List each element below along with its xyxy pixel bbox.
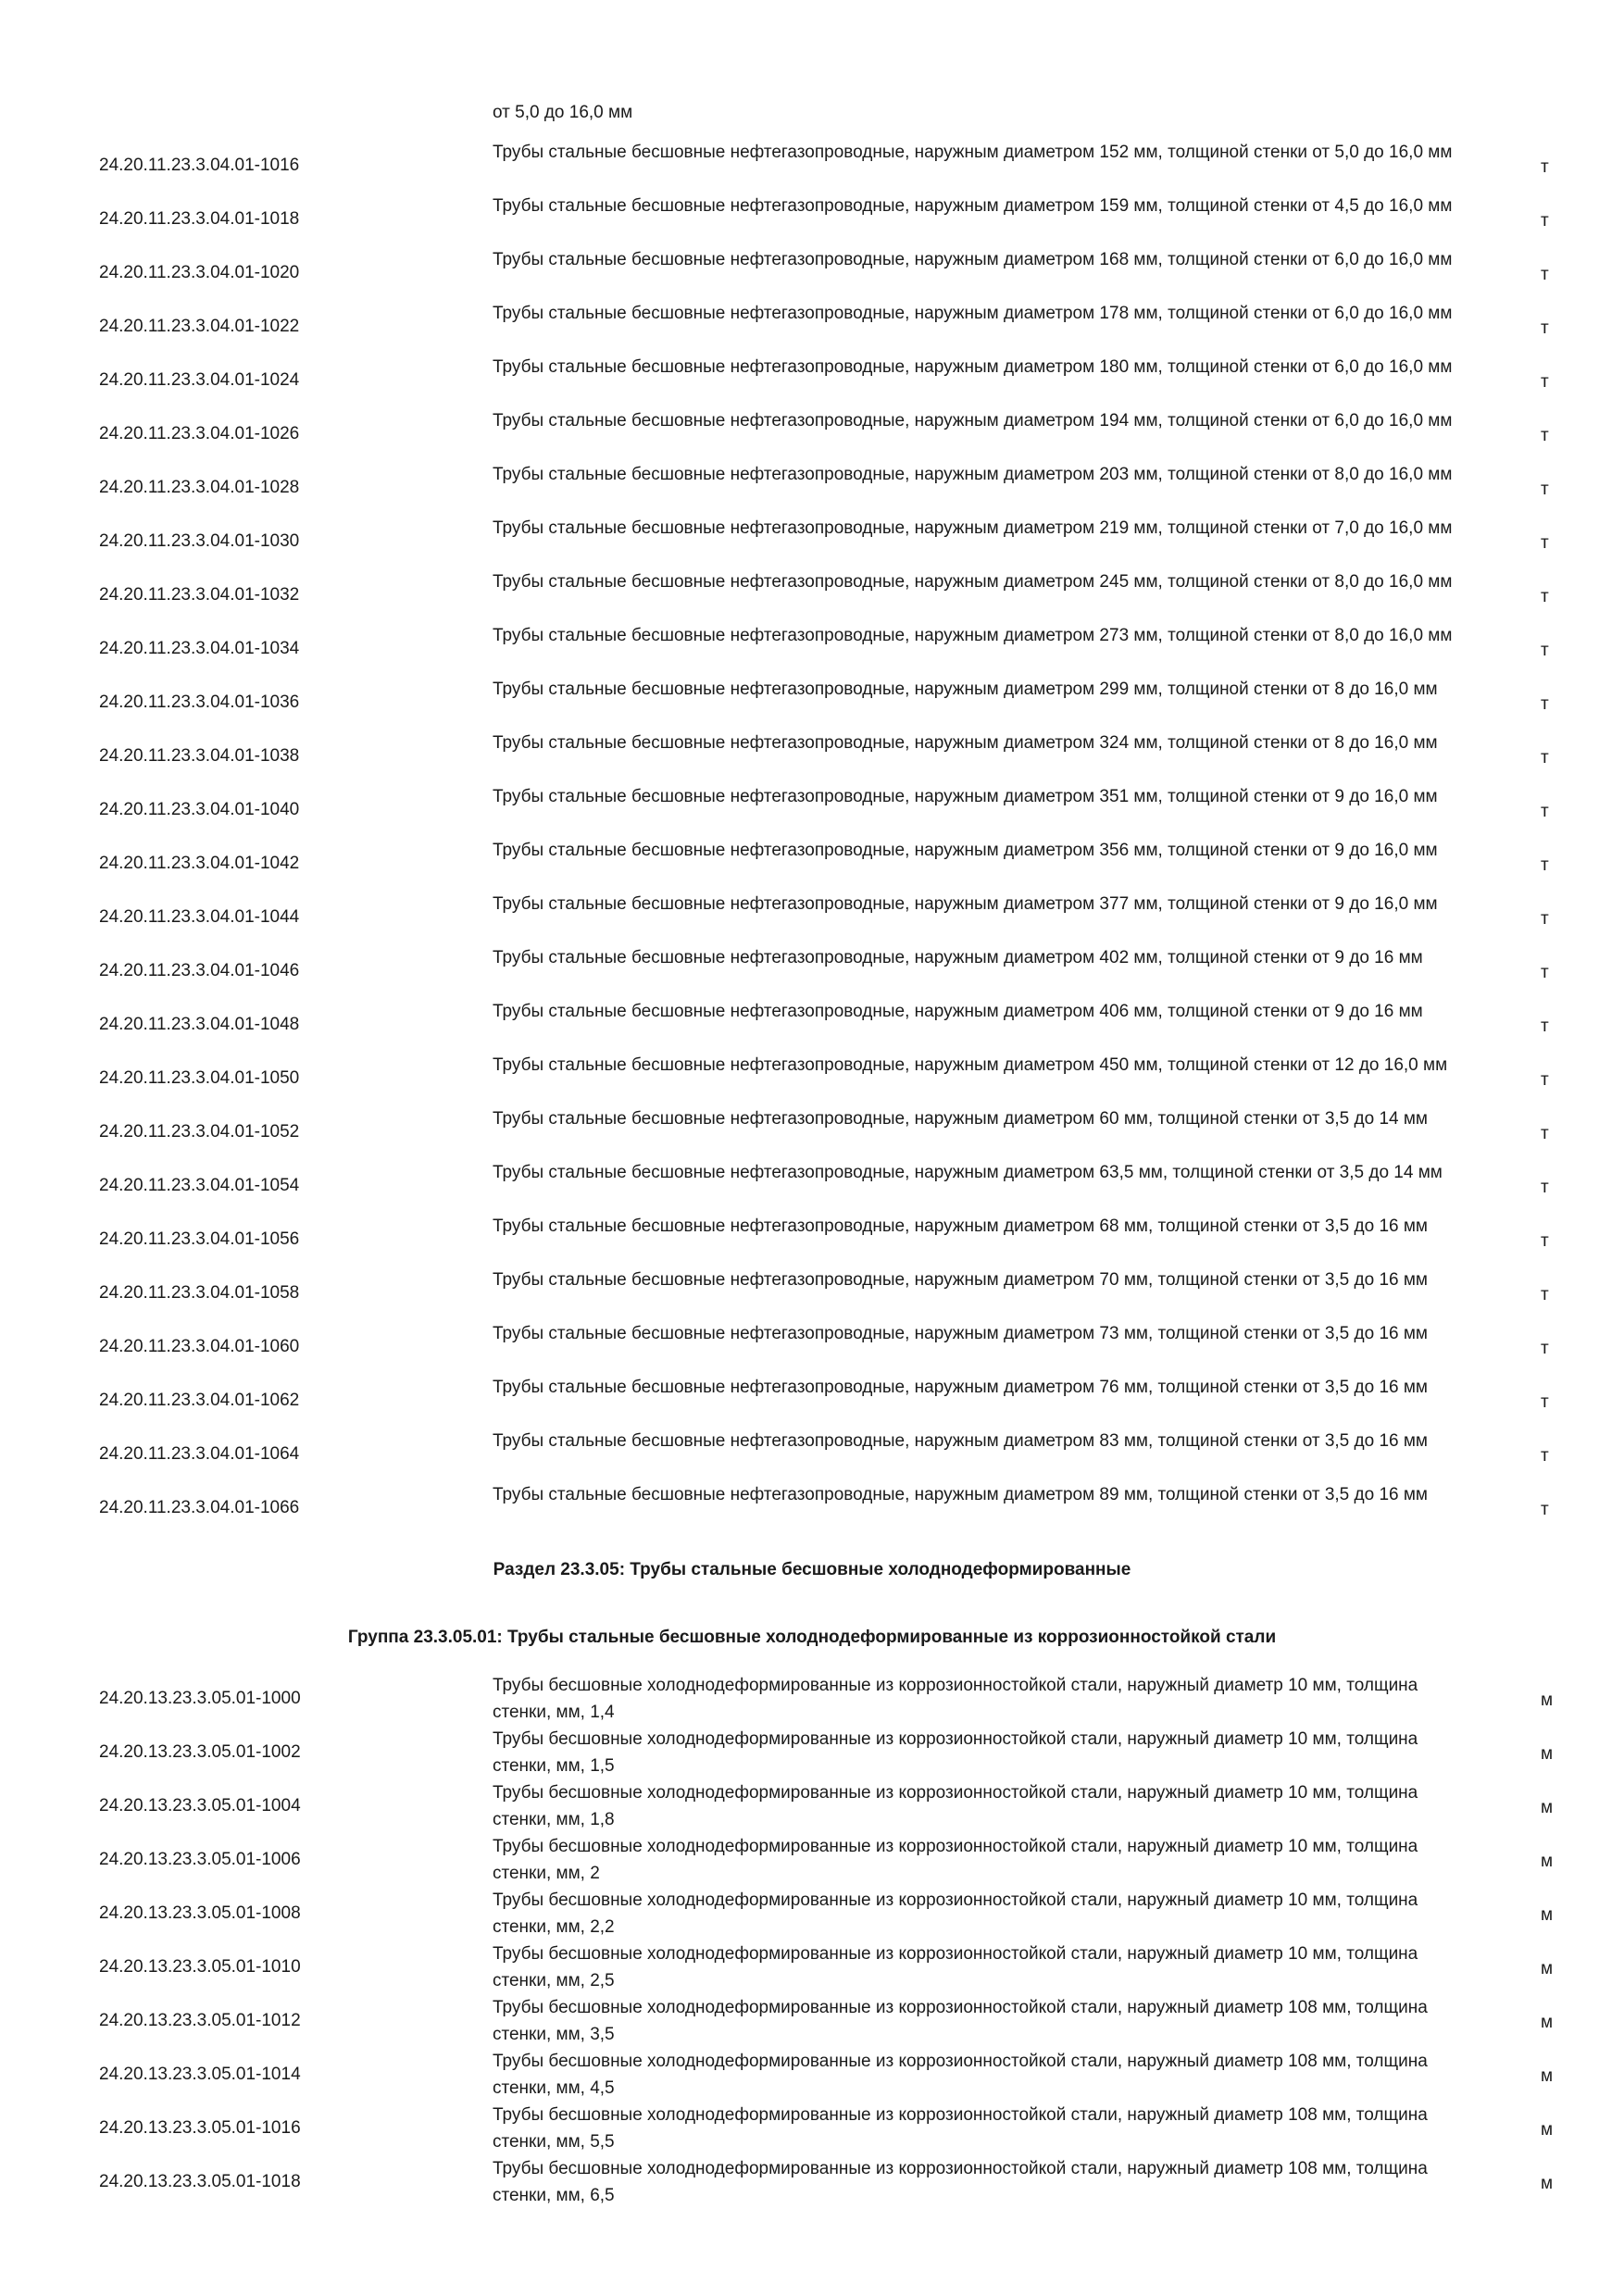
unit-of-measure: т [1541, 1392, 1549, 1412]
unit-of-measure: м [1541, 2120, 1554, 2140]
table-row [0, 1159, 1624, 1213]
unit-of-measure: т [1541, 426, 1549, 445]
resource-name: Трубы стальные бесшовные нефтегазопроводные, наружным диаметром 73 мм, толщиной стенки от 3,5 до 16 мм [493, 1324, 1428, 1343]
resource-code: 24.20.11.23.3.04.01-1060 [99, 1337, 300, 1356]
resource-name: Трубы бесшовные холоднодеформированные из коррозионностойкой стали, наружный диаметр 108 мм, толщина стенки, мм, 6,5 [493, 2159, 1428, 2205]
unit-of-measure: т [1541, 372, 1549, 392]
resource-code: 24.20.11.23.3.04.01-1034 [99, 639, 300, 658]
resource-name: Трубы стальные бесшовные нефтегазопроводные, наружным диаметром 178 мм, толщиной стенки от 6,0 до 16,0 мм [493, 304, 1453, 323]
resource-code: 24.20.13.23.3.05.01-1008 [99, 1903, 301, 1923]
resource-name: Трубы стальные бесшовные нефтегазопроводные, наружным диаметром 299 мм, толщиной стенки от 8 до 16,0 мм [493, 680, 1438, 699]
resource-code: 24.20.11.23.3.04.01-1040 [99, 800, 300, 819]
table-row [0, 1213, 1624, 1267]
unit-of-measure: т [1541, 157, 1549, 177]
unit-of-measure: т [1541, 533, 1549, 553]
resource-name: Трубы бесшовные холоднодеформированные из коррозионностойкой стали, наружный диаметр 10 мм, толщина стенки, мм, 2,5 [493, 1944, 1418, 1990]
resource-code: 24.20.11.23.3.04.01-1044 [99, 907, 300, 927]
table-row [0, 1105, 1624, 1159]
resource-code: 24.20.11.23.3.04.01-1052 [99, 1122, 300, 1142]
table-row [0, 891, 1624, 944]
table-row [0, 676, 1624, 730]
unit-of-measure: м [1541, 1959, 1554, 1978]
continuation-text: от 5,0 до 16,0 мм [493, 103, 633, 122]
resource-name: Трубы стальные бесшовные нефтегазопроводные, наружным диаметром 377 мм, толщиной стенки от 9 до 16,0 мм [493, 894, 1438, 914]
unit-of-measure: т [1541, 480, 1549, 499]
unit-of-measure: т [1541, 1446, 1549, 1466]
table-row [0, 837, 1624, 891]
table-row [0, 1994, 1624, 2048]
table-row [0, 2048, 1624, 2102]
resource-name: Трубы бесшовные холоднодеформированные из коррозионностойкой стали, наружный диаметр 10 мм, толщина стенки, мм, 1,4 [493, 1676, 1418, 1722]
resource-name: Трубы бесшовные холоднодеформированные из коррозионностойкой стали, наружный диаметр 108 мм, толщина стенки, мм, 3,5 [493, 1998, 1428, 2044]
resource-code: 24.20.13.23.3.05.01-1016 [99, 2118, 301, 2138]
resource-name: Трубы стальные бесшовные нефтегазопроводные, наружным диаметром 76 мм, толщиной стенки от 3,5 до 16 мм [493, 1378, 1428, 1397]
resource-code: 24.20.11.23.3.04.01-1050 [99, 1068, 300, 1088]
unit-of-measure: т [1541, 802, 1549, 821]
resource-name: Трубы стальные бесшовные нефтегазопроводные, наружным диаметром 203 мм, толщиной стенки от 8,0 до 16,0 мм [493, 465, 1453, 484]
resource-name: Трубы стальные бесшовные нефтегазопроводные, наружным диаметром 406 мм, толщиной стенки от 9 до 16 мм [493, 1002, 1423, 1021]
resource-name: Трубы стальные бесшовные нефтегазопроводные, наружным диаметром 152 мм, толщиной стенки от 5,0 до 16,0 мм [493, 143, 1453, 162]
resource-name: Трубы стальные бесшовные нефтегазопроводные, наружным диаметром 219 мм, толщиной стенки от 7,0 до 16,0 мм [493, 518, 1453, 538]
table-row [0, 300, 1624, 354]
resource-name: Трубы стальные бесшовные нефтегазопроводные, наружным диаметром 324 мм, толщиной стенки от 8 до 16,0 мм [493, 733, 1438, 753]
resource-code: 24.20.11.23.3.04.01-1056 [99, 1229, 300, 1249]
resource-code: 24.20.11.23.3.04.01-1036 [99, 693, 300, 712]
resource-name: Трубы бесшовные холоднодеформированные из коррозионностойкой стали, наружный диаметр 10 мм, толщина стенки, мм, 1,5 [493, 1729, 1418, 1776]
resource-name: Трубы стальные бесшовные нефтегазопроводные, наружным диаметром 63,5 мм, толщиной стенки от 3,5 до 14 мм [493, 1163, 1443, 1182]
resource-code: 24.20.11.23.3.04.01-1058 [99, 1283, 300, 1303]
resource-code: 24.20.13.23.3.05.01-1006 [99, 1850, 301, 1869]
resource-code: 24.20.13.23.3.05.01-1018 [99, 2172, 301, 2191]
price-table-block-2 [0, 1672, 1624, 2209]
resource-name: Трубы бесшовные холоднодеформированные из коррозионностойкой стали, наружный диаметр 108 мм, толщина стенки, мм, 5,5 [493, 2105, 1428, 2152]
resource-code: 24.20.11.23.3.04.01-1016 [99, 156, 300, 175]
unit-of-measure: т [1541, 1017, 1549, 1036]
group-title: Группа 23.3.05.01: Трубы стальные бесшовные холоднодеформированные из коррозионностойкой стали [347, 1628, 1277, 1647]
table-row [0, 2155, 1624, 2209]
resource-code: 24.20.11.23.3.04.01-1022 [99, 317, 300, 336]
unit-of-measure: т [1541, 909, 1549, 929]
unit-of-measure: м [1541, 2066, 1554, 2086]
unit-of-measure: т [1541, 211, 1549, 231]
table-row [0, 1052, 1624, 1105]
unit-of-measure: т [1541, 587, 1549, 606]
resource-name: Трубы стальные бесшовные нефтегазопроводные, наружным диаметром 180 мм, толщиной стенки от 6,0 до 16,0 мм [493, 357, 1453, 377]
unit-of-measure: т [1541, 963, 1549, 982]
resource-name: Трубы стальные бесшовные нефтегазопроводные, наружным диаметром 68 мм, толщиной стенки от 3,5 до 16 мм [493, 1217, 1428, 1236]
resource-name: Трубы стальные бесшовные нефтегазопроводные, наружным диаметром 245 мм, толщиной стенки от 8,0 до 16,0 мм [493, 572, 1453, 592]
unit-of-measure: т [1541, 1339, 1549, 1358]
unit-of-measure: м [1541, 1905, 1554, 1925]
resource-code: 24.20.11.23.3.04.01-1020 [99, 263, 300, 282]
table-row [0, 515, 1624, 568]
unit-of-measure: т [1541, 694, 1549, 714]
table-row [0, 2102, 1624, 2155]
resource-code: 24.20.13.23.3.05.01-1002 [99, 1742, 301, 1762]
unit-of-measure: т [1541, 1070, 1549, 1090]
unit-of-measure: т [1541, 1124, 1549, 1143]
resource-name: Трубы стальные бесшовные нефтегазопроводные, наружным диаметром 70 мм, толщиной стенки от 3,5 до 16 мм [493, 1270, 1428, 1290]
resource-name: Трубы стальные бесшовные нефтегазопроводные, наружным диаметром 351 мм, толщиной стенки от 9 до 16,0 мм [493, 787, 1438, 806]
table-row [0, 1481, 1624, 1535]
resource-code: 24.20.13.23.3.05.01-1004 [99, 1796, 301, 1816]
resource-code: 24.20.11.23.3.04.01-1042 [99, 854, 300, 873]
table-row [0, 1428, 1624, 1481]
table-row [0, 730, 1624, 783]
resource-name: Трубы стальные бесшовные нефтегазопроводные, наружным диаметром 168 мм, толщиной стенки от 6,0 до 16,0 мм [493, 250, 1453, 269]
resource-code: 24.20.13.23.3.05.01-1000 [99, 1689, 301, 1708]
unit-of-measure: т [1541, 1231, 1549, 1251]
unit-of-measure: т [1541, 1285, 1549, 1304]
resource-code: 24.20.11.23.3.04.01-1028 [99, 478, 300, 497]
resource-code: 24.20.11.23.3.04.01-1046 [99, 961, 300, 980]
table-row [0, 1779, 1624, 1833]
unit-of-measure: т [1541, 1178, 1549, 1197]
resource-name: Трубы стальные бесшовные нефтегазопроводные, наружным диаметром 273 мм, толщиной стенки от 8,0 до 16,0 мм [493, 626, 1453, 645]
unit-of-measure: т [1541, 748, 1549, 767]
resource-name: Трубы стальные бесшовные нефтегазопроводные, наружным диаметром 60 мм, толщиной стенки от 3,5 до 14 мм [493, 1109, 1428, 1129]
resource-code: 24.20.11.23.3.04.01-1048 [99, 1015, 300, 1034]
table-row [0, 1940, 1624, 1994]
resource-name: Трубы бесшовные холоднодеформированные из коррозионностойкой стали, наружный диаметр 10 мм, толщина стенки, мм, 2,2 [493, 1890, 1418, 1937]
table-row [0, 139, 1624, 193]
table-row [0, 246, 1624, 300]
unit-of-measure: т [1541, 318, 1549, 338]
resource-code: 24.20.13.23.3.05.01-1010 [99, 1957, 301, 1977]
table-row [0, 1887, 1624, 1940]
unit-of-measure: т [1541, 641, 1549, 660]
table-row [0, 407, 1624, 461]
table-row [0, 568, 1624, 622]
resource-code: 24.20.11.23.3.04.01-1038 [99, 746, 300, 766]
resource-code: 24.20.11.23.3.04.01-1054 [99, 1176, 300, 1195]
resource-name: Трубы стальные бесшовные нефтегазопроводные, наружным диаметром 450 мм, толщиной стенки от 12 до 16,0 мм [493, 1055, 1448, 1075]
resource-name: Трубы стальные бесшовные нефтегазопроводные, наружным диаметром 402 мм, толщиной стенки от 9 до 16 мм [493, 948, 1423, 967]
unit-of-measure: м [1541, 1691, 1554, 1710]
resource-name: Трубы бесшовные холоднодеформированные из коррозионностойкой стали, наружный диаметр 10 мм, толщина стенки, мм, 2 [493, 1837, 1418, 1883]
resource-code: 24.20.11.23.3.04.01-1026 [99, 424, 300, 443]
table-row [0, 461, 1624, 515]
table-row [0, 354, 1624, 407]
resource-code: 24.20.11.23.3.04.01-1032 [99, 585, 300, 605]
table-row [0, 1726, 1624, 1779]
unit-of-measure: м [1541, 1852, 1554, 1871]
table-row [0, 1374, 1624, 1428]
resource-name: Трубы стальные бесшовные нефтегазопроводные, наружным диаметром 194 мм, толщиной стенки от 6,0 до 16,0 мм [493, 411, 1453, 430]
resource-code: 24.20.13.23.3.05.01-1012 [99, 2011, 301, 2030]
table-row [0, 622, 1624, 676]
resource-name: Трубы стальные бесшовные нефтегазопроводные, наружным диаметром 356 мм, толщиной стенки от 9 до 16,0 мм [493, 841, 1438, 860]
unit-of-measure: т [1541, 265, 1549, 284]
table-row [0, 193, 1624, 246]
unit-of-measure: т [1541, 1500, 1549, 1519]
resource-name: Трубы бесшовные холоднодеформированные из коррозионностойкой стали, наружный диаметр 10 мм, толщина стенки, мм, 1,8 [493, 1783, 1418, 1829]
resource-code: 24.20.11.23.3.04.01-1018 [99, 209, 300, 229]
price-table-block-1 [0, 139, 1624, 1535]
resource-name: Трубы стальные бесшовные нефтегазопроводные, наружным диаметром 159 мм, толщиной стенки от 4,5 до 16,0 мм [493, 196, 1453, 216]
resource-code: 24.20.11.23.3.04.01-1066 [99, 1498, 300, 1517]
table-row [0, 1320, 1624, 1374]
resource-name: Трубы стальные бесшовные нефтегазопроводные, наружным диаметром 89 мм, толщиной стенки от 3,5 до 16 мм [493, 1485, 1428, 1504]
unit-of-measure: м [1541, 1744, 1554, 1764]
table-row [0, 783, 1624, 837]
unit-of-measure: м [1541, 2174, 1554, 2193]
resource-code: 24.20.11.23.3.04.01-1064 [99, 1444, 300, 1464]
table-row [0, 944, 1624, 998]
resource-code: 24.20.11.23.3.04.01-1062 [99, 1391, 300, 1410]
unit-of-measure: м [1541, 2013, 1554, 2032]
resource-code: 24.20.11.23.3.04.01-1030 [99, 531, 300, 551]
table-row [0, 1267, 1624, 1320]
section-title: Раздел 23.3.05: Трубы стальные бесшовные холоднодеформированные [493, 1560, 1131, 1579]
unit-of-measure: м [1541, 1798, 1554, 1817]
resource-name: Трубы бесшовные холоднодеформированные из коррозионностойкой стали, наружный диаметр 108 мм, толщина стенки, мм, 4,5 [493, 2052, 1428, 2098]
resource-code: 24.20.11.23.3.04.01-1024 [99, 370, 300, 390]
table-row [0, 1672, 1624, 1726]
table-row [0, 1833, 1624, 1887]
unit-of-measure: т [1541, 855, 1549, 875]
resource-name: Трубы стальные бесшовные нефтегазопроводные, наружным диаметром 83 мм, толщиной стенки от 3,5 до 16 мм [493, 1431, 1428, 1451]
resource-code: 24.20.13.23.3.05.01-1014 [99, 2065, 301, 2084]
table-row [0, 998, 1624, 1052]
